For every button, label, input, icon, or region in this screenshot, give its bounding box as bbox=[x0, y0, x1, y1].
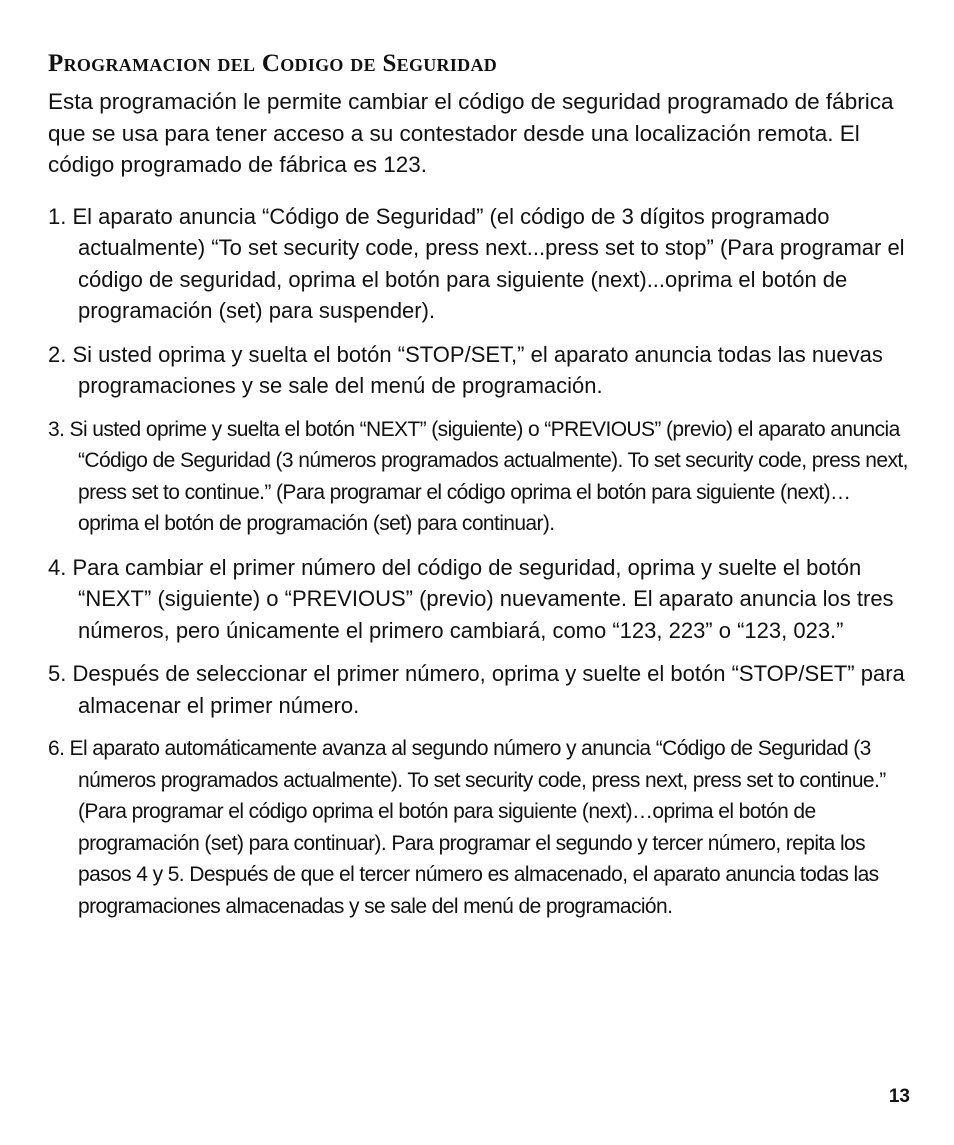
step-5: 5. Después de seleccionar el primer número, oprima y suelte el botón “STOP/SET” para almacenar el primer número. bbox=[48, 661, 905, 718]
page-content bbox=[48, 48, 910, 934]
step-2: 2. Si usted oprima y suelta el botón “STOP/SET,” el aparato anuncia todas las nuevas programaciones y se sale del menú de programación. bbox=[48, 341, 883, 398]
step-1: 1. El aparato anuncia “Código de Seguridad” (el código de 3 dígitos programado actualmente) “To set security code, press next...press set to stop” (Para programar el código de seguridad, oprima el botón para siguiente (next)...oprima el botón de programación (set) para suspender). bbox=[48, 203, 905, 323]
step-4: 4. Para cambiar el primer número del código de seguridad, oprima y suelte el botón “NEXT” (siguiente) o “PREVIOUS” (previo) nuevamente. El aparato anuncia los tres números, pero únicamente el primero cambiará, como “123, 223” o “123, 023.” bbox=[48, 554, 894, 643]
step-3: 3. Si usted oprime y suelta el botón “NEXT” (siguiente) o “PREVIOUS” (previo) el aparato anuncia “Código de Seguridad (3 números programados actualmente). To set security code, press next, press set to continue.” (Para programar el código oprima el botón para siguiente (next)…oprima el botón de programación (set) para continuar). bbox=[48, 417, 908, 535]
page-number: 13 bbox=[888, 1086, 910, 1107]
step-6: 6. El aparato automáticamente avanza al segundo número y anuncia “Código de Seguridad (3 números programados actualmente). To set security code, press next, press set to continue.” (Para programar el código oprima el botón para siguiente (next)…oprima el botón de programación (set) para continuar). Para programar el segundo y tercer número, repita los pasos 4 y 5. Después de que el tercer número es almacenado, el aparato anuncia todas las programaciones almacenadas y se sale del menú de programación. bbox=[48, 737, 886, 918]
section-heading: Programacion del Codigo de Seguridad bbox=[48, 50, 498, 77]
intro-paragraph: Esta programación le permite cambiar el código de seguridad programado de fábrica que se usa para tener acceso a su contestador desde una localización remota. El código programado de fábrica es 123. bbox=[48, 89, 894, 177]
